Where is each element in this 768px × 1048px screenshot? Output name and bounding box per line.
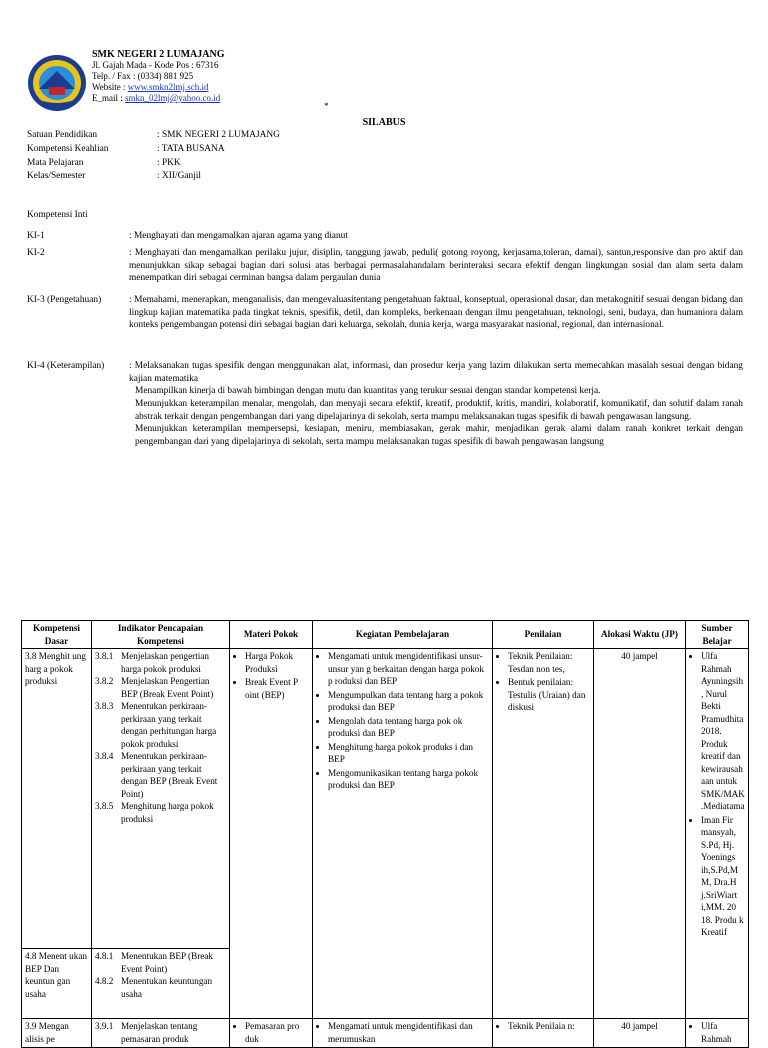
indikator-cell xyxy=(92,949,230,1019)
indikator-item xyxy=(95,975,226,1000)
sumber-cell xyxy=(686,1019,749,1048)
penilaian-item: • Bentuk penilaian: Testulis (Uraian) dan diskusi xyxy=(508,676,590,714)
identity-row xyxy=(27,157,280,171)
school-email-link[interactable]: smkn_02lmj@yahoo.co.id xyxy=(125,93,221,103)
ki-text-extra: Menampilkan kinerja di bawah bimbingan dengan mutu dan kuantitas yang terukur sesuai dengan standar kompetensi kerja. xyxy=(135,386,601,397)
indikator-item xyxy=(95,750,226,800)
indikator-cell xyxy=(92,1019,230,1048)
materi-cell xyxy=(230,649,313,1019)
ki-text-extra: Menunjukkan keterampilan menalar, mengolah, dan menyaji secara efektif, kreatif, produktif, kritis, mandiri, kolaboratif, komunikatif, dan solutif dalam ranah abstrak terkait dengan pengembangan dari yang dipelajarinya di sekolah, serta mampu melaksanakan tugas spesifik di bawah pengawasan langsung. xyxy=(135,399,743,422)
indikator-item xyxy=(95,800,226,825)
alokasi-cell: 40 jampel xyxy=(594,1019,686,1048)
school-website-row xyxy=(92,82,225,93)
kegiatan-item: • Mengamati untuk mengidentifikasi unsur-unsur yan g berkaitan dengan harga pokok p roduksi dan BEP xyxy=(328,650,489,688)
indikator-text: Menentukan keuntungan usaha xyxy=(121,976,213,999)
identity-value: : TATA BUSANA xyxy=(157,143,225,154)
ki-text: : Memahami, menerapkan, menganalisis, dan mengevaluasitentang pengetahuan faktual, konseptual, operasional dasar, dan metakognitif sesuai dengan bidang dan lingkup kajian matematika pada tingkat teknis, spesifik, detil, dan kompleks, berkenaan dengan ilmu pengetahuan, teknologi, seni, budaya, dan humaniora dalam konteks pengembangan potensi diri sebagai bagian dari keluarga, sekolah, dunia kerja, warga masyarakat nasional, regional, dan internasional. xyxy=(129,295,743,331)
header-sumber-belajar: Sumber Belajar xyxy=(686,621,749,649)
header-kompetensi-dasar: Kompetensi Dasar xyxy=(22,621,92,649)
penilaian-item: • Teknik Penilaia n: xyxy=(508,1020,590,1033)
indikator-item xyxy=(95,950,226,975)
indikator-item xyxy=(95,650,226,675)
ki-label: KI-3 (Pengetahuan) xyxy=(27,295,102,305)
identity-row xyxy=(27,129,280,143)
indikator-cell xyxy=(92,649,230,949)
table-row xyxy=(22,649,749,949)
syllabus-table xyxy=(21,620,749,1048)
sumber-item: • Ulfa Rahmah Ayuningsih , Nurul Bekti Pramudhita 2018. Produk kreatif dan kewirausah aan untuk SMK/MAK .Mediatama xyxy=(701,650,745,813)
school-website-link[interactable]: www.smkn2lmj.sch.id xyxy=(127,82,209,92)
ki-label: KI-1 xyxy=(27,231,45,241)
table-header-row xyxy=(22,621,749,649)
penilaian-cell xyxy=(493,1019,594,1048)
header-indikator: Indikator Pencapaian Kompetensi xyxy=(92,621,230,649)
indikator-number: 3.8.2 xyxy=(95,676,114,687)
indikator-text: Menentukan perkiraan-perkiraan yang terkait dengan perhitungan harga pokok produksi xyxy=(121,701,217,749)
materi-item: • Harga Pokok Produksi xyxy=(245,650,309,675)
header-alokasi-waktu: Alokasi Waktu (JP) xyxy=(594,621,686,649)
sumber-item: • Ulfa Rahmah xyxy=(701,1020,745,1045)
identity-key: Satuan Pendidikan xyxy=(27,130,98,140)
asterisk-marker: * xyxy=(324,101,329,111)
kegiatan-item: • Mengamati untuk mengidentifikasi dan merumuskan xyxy=(328,1020,489,1045)
ki-heading: Kompetensi Inti xyxy=(27,210,88,220)
header-materi-pokok: Materi Pokok xyxy=(230,621,313,649)
identity-row xyxy=(27,170,280,184)
school-email-row xyxy=(92,93,225,104)
indikator-number: 4.8.1 xyxy=(95,951,114,962)
identity-row xyxy=(27,143,280,157)
indikator-item xyxy=(95,675,226,700)
ki-text: : Menghayati dan mengamalkan ajaran agama yang dianut xyxy=(129,231,348,241)
indikator-number: 3.9.1 xyxy=(95,1021,114,1032)
website-label: Website : xyxy=(92,82,128,92)
penilaian-item: • Teknik Penilaian: Tesdan non tes, xyxy=(508,650,590,675)
kegiatan-cell xyxy=(313,1019,493,1048)
ki-text-extra: Menunjukkan keterampilan mempersepsi, kesiapan, meniru, membiasakan, gerak mahir, menjadikan gerak alami dalam ranah konkret terkait dengan pengembangan dari yang dipelajarinya di sekolah, serta mampu melaksanakan tugas spesifik di bawah pengawasan langsung xyxy=(135,424,743,448)
kd-cell: 3.8 Menghit ung harg a pokok produksi xyxy=(22,649,92,949)
school-info xyxy=(92,49,225,104)
school-name: SMK NEGERI 2 LUMAJANG xyxy=(92,49,225,60)
school-address: Jl. Gajah Mada - Kode Pos : 67316 xyxy=(92,60,219,70)
school-header xyxy=(27,49,427,111)
ki-text-block xyxy=(129,360,743,449)
identity-value: : XII/Ganjil xyxy=(157,171,202,182)
indikator-text: Menghitung harga pokok produksi xyxy=(121,801,214,824)
header-penilaian: Penilaian xyxy=(493,621,594,649)
ki-label: KI-2 xyxy=(27,248,45,258)
sumber-item: • Iman Fir mansyah, S.Pd, Hj. Yoenings ih,S.Pd,M M, Dra.H j.SriWiart i,MM. 20 18. Produ k Kreatif xyxy=(701,814,745,939)
materi-item: • Break Event P oint (BEP) xyxy=(245,676,309,701)
indikator-number: 4.8.2 xyxy=(95,976,114,987)
table-row xyxy=(22,1019,749,1048)
school-phone: Telp. / Fax : (0334) 881 925 xyxy=(92,71,194,81)
materi-cell xyxy=(230,1019,313,1048)
materi-item: • Pemasaran pro duk xyxy=(245,1020,309,1045)
kegiatan-cell xyxy=(313,649,493,1019)
indikator-text: Menjelaskan Pengertian BEP (Break Event Point) xyxy=(121,676,214,699)
identity-key: Kompetensi Keahlian xyxy=(27,143,109,154)
indikator-number: 3.8.4 xyxy=(95,751,114,762)
identity-key: Mata Pelajaran xyxy=(27,157,84,168)
identity-value: : SMK NEGERI 2 LUMAJANG xyxy=(157,130,280,140)
kegiatan-item: • Mengumpulkan data tentang harg a pokok produksi dan BEP xyxy=(328,689,489,714)
kd-cell: 3.9 Mengan alisis pe xyxy=(22,1019,92,1048)
email-label: E_mail : xyxy=(92,93,125,103)
alokasi-cell: 40 jampel xyxy=(594,649,686,1019)
penilaian-cell xyxy=(493,649,594,1019)
indikator-number: 3.8.5 xyxy=(95,801,114,812)
indikator-number: 3.8.1 xyxy=(95,651,114,662)
identity-key: Kelas/Semester xyxy=(27,171,86,182)
indikator-text: Menentukan BEP (Break Event Point) xyxy=(121,951,214,974)
ki-text: : Melaksanakan tugas spesifik dengan menggunakan alat, informasi, dan prosedur kerja yang lazim dilakukan serta memecahkan masalah sesuai dengan bidang kajian matematika xyxy=(129,361,743,384)
kd-cell: 4.8 Menent ukan BEP Dan keuntun gan usaha xyxy=(22,949,92,1019)
school-logo xyxy=(27,53,87,113)
kegiatan-item: • Mengomunikasikan tentang harga pokok produksi dan BEP xyxy=(328,767,489,792)
sumber-cell xyxy=(686,649,749,1019)
indikator-text: Menjelaskan tentang pemasaran produk xyxy=(121,1021,198,1044)
ki-text: : Menghayati dan mengamalkan perilaku jujur, disiplin, tanggung jawab, peduli( gotong royong, kerjasama,toleran, damai), santun,responsive dan pro aktif dan menunjukkan sikap sebagai bagian dari solusi atas berbagai permasalahandalam berinteraksi secara efektif dengan lingkungan sosial dan alam serta dalam menempatkan diri sebagai cerminan bangsa dalam pergaulan dunia xyxy=(129,248,743,284)
ki-label: KI-4 (Keterampilan) xyxy=(27,361,105,371)
kegiatan-item: • Mengolah data tentang harga pok ok produksi dan BEP xyxy=(328,715,489,740)
indikator-text: Menjelaskan pengertian harga pokok produksi xyxy=(121,651,210,674)
indikator-text: Menentukan perkiraan-perkiraan yang terkait dengan BEP (Break Event Point) xyxy=(121,751,218,799)
indikator-number: 3.8.3 xyxy=(95,701,114,712)
identity-block xyxy=(27,129,280,184)
indikator-item xyxy=(95,700,226,750)
kegiatan-item: • Menghitung harga pokok produks i dan BEP xyxy=(328,741,489,766)
header-kegiatan: Kegiatan Pembelajaran xyxy=(313,621,493,649)
identity-value: : PKK xyxy=(157,157,181,168)
page-title: SILABUS xyxy=(362,117,406,128)
